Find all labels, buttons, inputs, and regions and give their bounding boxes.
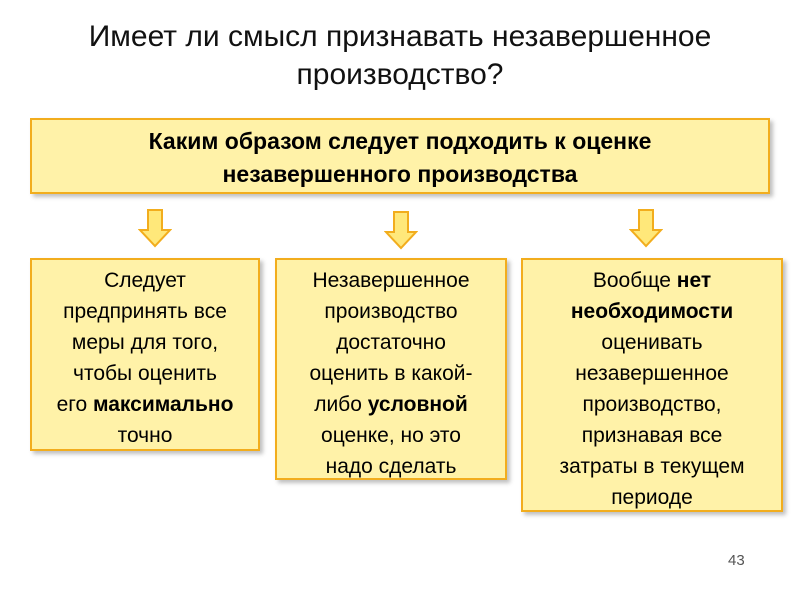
option-line: точно xyxy=(117,424,173,447)
option-line: надо сделать xyxy=(325,455,457,478)
option-box-conditional xyxy=(275,258,507,480)
slide-title-line-2: производство? xyxy=(296,58,504,91)
option-line: предпринять все xyxy=(63,300,227,323)
option-line xyxy=(277,389,505,420)
option-emphasis: условной xyxy=(367,393,468,416)
option-line: производство xyxy=(324,300,458,323)
down-arrow-icon xyxy=(629,208,663,248)
option-line: меры для того, xyxy=(71,331,219,354)
slide-title-line-1: Имеет ли смысл признавать незавершенное xyxy=(88,20,712,53)
option-line xyxy=(32,389,258,420)
option-emphasis: нет xyxy=(676,269,712,292)
option-line: оценить в какой- xyxy=(309,362,473,385)
down-arrow-icon xyxy=(384,210,418,250)
option-text: его xyxy=(56,393,93,416)
option-line xyxy=(523,296,781,327)
option-line: периоде xyxy=(611,486,693,509)
page-number: 43 xyxy=(728,552,745,569)
option-line: производство, xyxy=(582,393,722,416)
question-line-2: незавершенного производства xyxy=(222,161,578,187)
option-box-no-need xyxy=(521,258,783,512)
question-line-1: Каким образом следует подходить к оценке xyxy=(148,128,652,154)
option-line: достаточно xyxy=(336,331,446,354)
option-text: либо xyxy=(314,393,368,416)
option-text: Вообще xyxy=(592,269,677,292)
question-box xyxy=(30,118,770,194)
option-line: оценке, но это xyxy=(321,424,461,447)
option-line: чтобы оценить xyxy=(73,362,217,385)
option-line: незавершенное xyxy=(575,362,729,385)
option-line: затраты в текущем xyxy=(559,455,745,478)
option-line: Незавершенное xyxy=(312,269,470,292)
option-line: Следует xyxy=(104,269,186,292)
slide-title xyxy=(0,18,800,94)
option-emphasis: необходимости xyxy=(570,300,734,323)
option-emphasis: максимально xyxy=(92,393,234,416)
down-arrow-icon xyxy=(138,208,172,248)
option-line: оценивать xyxy=(601,331,703,354)
option-line: признавая все xyxy=(581,424,723,447)
option-box-precise xyxy=(30,258,260,451)
option-line xyxy=(523,265,781,296)
